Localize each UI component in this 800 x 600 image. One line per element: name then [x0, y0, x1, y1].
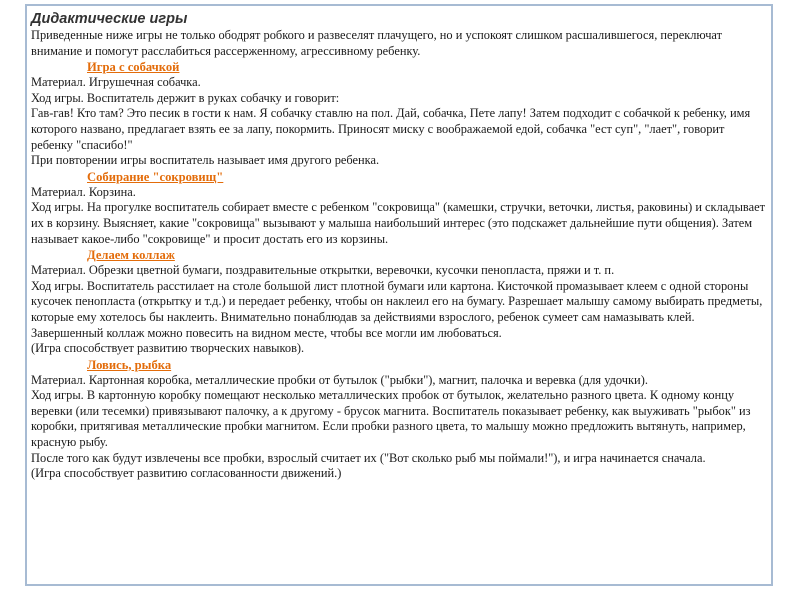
game-heading-treasures: Собирание "сокровищ"	[87, 169, 224, 184]
game-fishing-note: (Игра способствует развитию согласованности движений.)	[31, 466, 342, 481]
game-heading-collage: Делаем коллаж	[87, 248, 175, 263]
game-collage-material: Материал. Обрезки цветной бумаги, поздравительные открытки, веревочки, кусочки пенопласта, пряжи и т. п.	[31, 263, 615, 278]
game-treasures-procedure: Ход игры. На прогулке воспитатель собирает вместе с ребенком "сокровища" (камешки, стручки, веточки, листья, раковины) и складывает их в корзину. Выясняет, какие "сокровища" вызывают у малыша наибольший интерес (это подскажет дальнейшие пути общения). Затем называет какое-либо "сокровище" и просит достать его из корзины.	[31, 200, 765, 246]
game-heading-dog: Игра с собачкой	[87, 60, 180, 75]
game-treasures-material: Материал. Корзина.	[31, 184, 136, 199]
game-fishing-material: Материал. Картонная коробка, металлические пробки от бутылок ("рыбки"), магнит, палочка и веревка (для удочки).	[31, 372, 648, 387]
game-dog-procedure: Ход игры. Воспитатель держит в руках собачку и говорит:	[31, 90, 340, 105]
game-collage-note: (Игра способствует развитию творческих навыков).	[31, 341, 305, 356]
game-fishing-procedure: Ход игры. В картонную коробку помещают несколько металлических пробок от бутылок, желательно разного цвета. К одному концу веревки (или тесемки) привязывают палочку, а к другому - брусок магнита. Воспитатель показывает ребенку, как выуживать "рыбок" из коробки, притягивая металлические пробки магнитом. Если пробки разного цвета, то малышу можно предложить вытянуть, например, красную рыбу.	[31, 388, 751, 450]
game-collage-procedure: Ход игры. Воспитатель расстилает на столе большой лист плотной бумаги или картона. Кисточкой промазывает клеем с одной стороны кусочек пенопласта (открытку и т.д.) и передает ребенку, чтобы он наклеил его на бумагу. Разрешает малышу самому выбирать предметы, которые ему хотелось бы наклеить. Внимательно понаблюдав за действиями взрослого, ребенок сумеет сам намазывать клей. Завершенный коллаж можно повесить на видном месте, чтобы все могли им любоваться.	[31, 278, 763, 340]
intro-paragraph: Приведенные ниже игры не только ободрят робкого и развеселят плачущего, но и успокоят слишком расшалившегося, переключат внимание и помогут расслабиться рассерженному, агрессивному ребенку.	[31, 28, 723, 58]
page-title: Дидактические игры	[31, 11, 188, 27]
game-fishing-repeat: После того как будут извлечены все пробки, взрослый считает их ("Вот сколько рыб мы поймали!"), и игра начинается сначала.	[31, 450, 706, 465]
game-dog-dialogue: Гав-гав! Кто там? Это песик в гости к нам. Я собачку ставлю на пол. Дай, собачка, Пете лапу! Затем подходит с собачкой к ребенку, имя которого названо, предлагает взять ее за лапу, покормить. Приносят миску с воображаемой едой, собачка "ест суп", "лает", говорит ребенку "спасибо!"	[31, 106, 751, 152]
game-heading-fishing: Ловись, рыбка	[87, 357, 172, 372]
game-dog-repeat: При повторении игры воспитатель называет имя другого ребенка.	[31, 153, 380, 168]
slide-frame	[25, 4, 773, 586]
game-dog-material: Материал. Игрушечная собачка.	[31, 75, 201, 90]
